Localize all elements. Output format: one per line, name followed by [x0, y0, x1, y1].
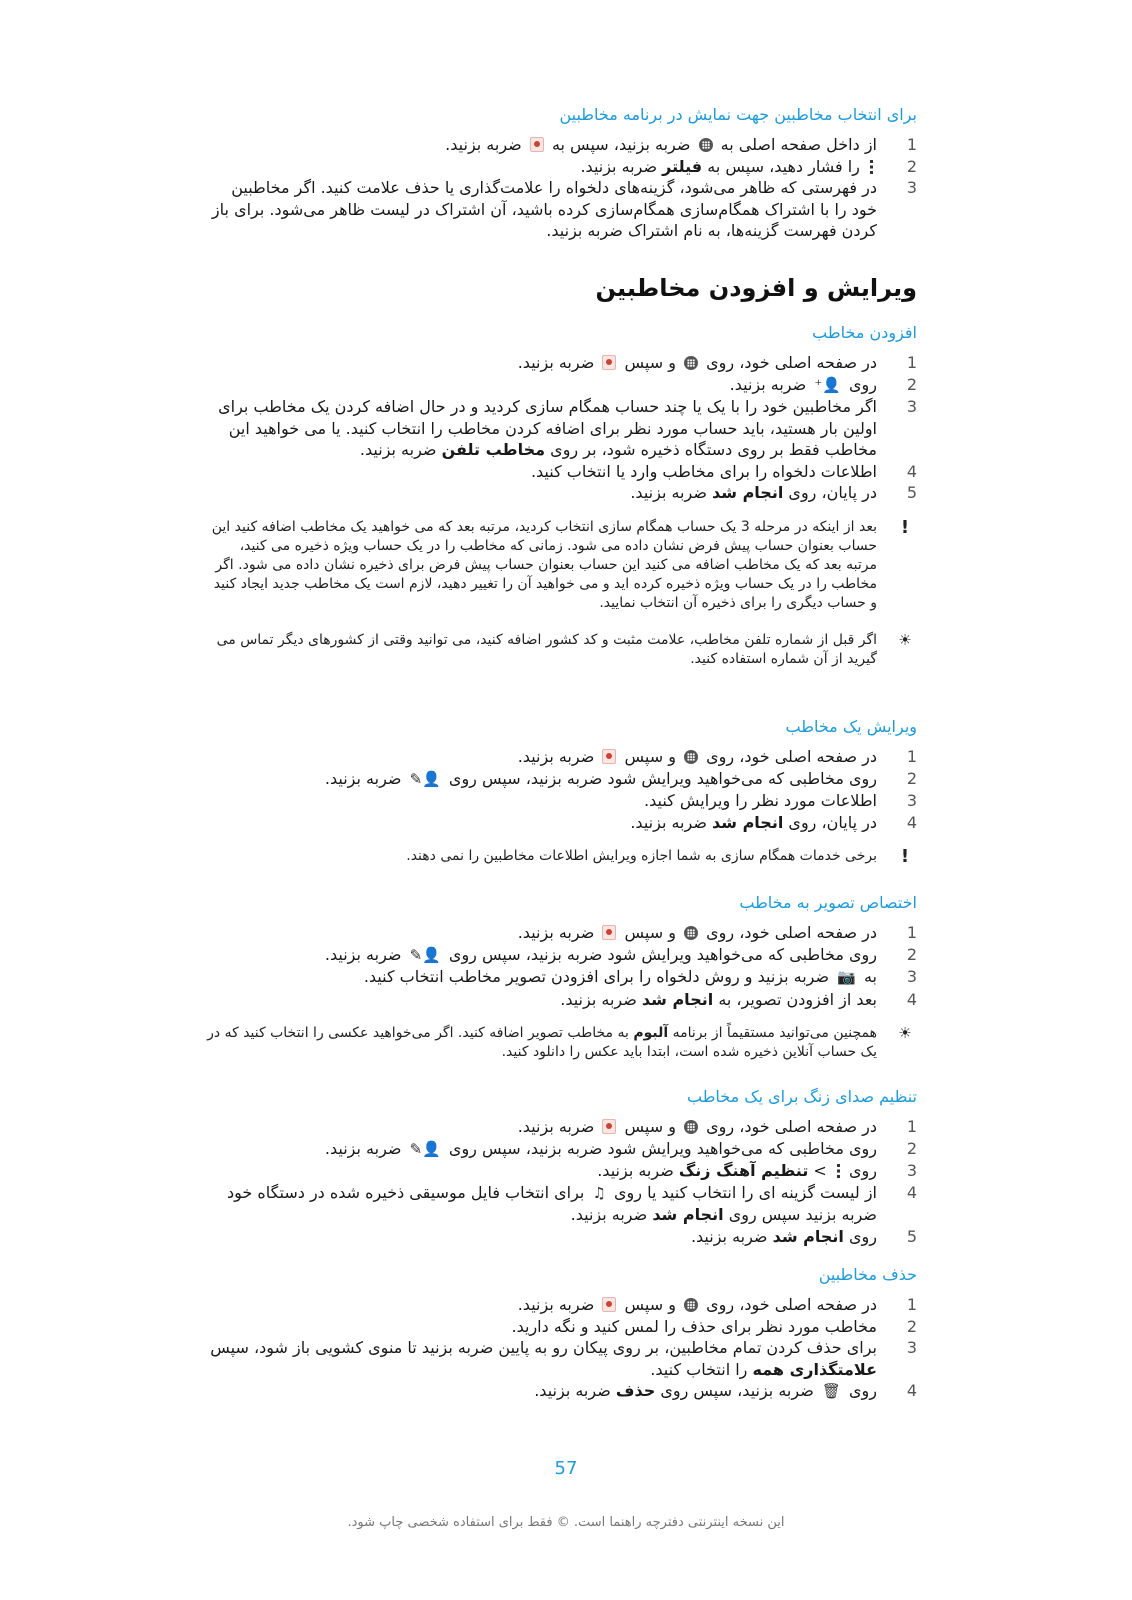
step-text: مخاطب مورد نظر برای حذف را لمس کنید و نگه دارید.: [511, 1316, 877, 1336]
step-number: 3: [906, 791, 917, 810]
apps-icon: [684, 1298, 698, 1312]
warning-note: [207, 847, 917, 866]
step-text: از داخل صفحه اصلی به: [720, 135, 877, 154]
list-item: [207, 989, 917, 1011]
step-number: 4: [906, 1381, 917, 1400]
edit-contact-icon: 👤✎: [409, 769, 441, 788]
step-text: و سپس: [624, 1295, 676, 1314]
step-text: ضربه بزنید و روش دلخواه را برای افزودن تصویر مخاطب انتخاب کنید.: [363, 967, 830, 986]
menu-icon: [868, 160, 874, 174]
step-text: ضربه بزنید، سپس به: [551, 135, 691, 154]
list-item: [207, 1380, 917, 1403]
step-text: ضربه بزنید.: [324, 768, 402, 788]
step-separator: >: [813, 1161, 827, 1180]
warning-icon: !: [900, 846, 910, 867]
step-bold: علامتگذاری همه: [752, 1359, 877, 1379]
step-text: در صفحه اصلی خود، روی: [706, 923, 877, 942]
steps-delete: [207, 1294, 917, 1403]
step-number: 1: [906, 1295, 917, 1314]
step-number: 1: [906, 923, 917, 942]
step-number: 3: [906, 967, 917, 986]
list-item: [207, 396, 917, 461]
step-text: روی: [849, 1161, 877, 1180]
apps-icon: [684, 926, 698, 940]
add-contact-icon: 👤⁺: [814, 375, 841, 394]
list-item: [207, 812, 917, 834]
step-text: و سپس: [624, 353, 676, 372]
list-item: [207, 156, 917, 178]
note-text: بعد از اینکه در مرحله 3 یک حساب همگام سازی انتخاب کردید، مرتبه بعد که می خواهید یک مخاطب اضافه کنید این حساب بعنوان حساب پیش فرض نشان داده می شود. زمانی که مخاطب را در یک حساب ویژه ذخیره می کنید، مرتبه بعد که یک مخاطب اضافه می کنید این حساب بعنوان حساب پیش فرض برای ذخیره نشان داده می شود. اگر مخاطب را در یک حساب ویژه ذخیره کرده اید و می خواهید آن را تغییر دهید، لازم است یک مخاطب جدید ایجاد کنید و حساب دیگری را برای ذخیره آن انتخاب نمایید.: [211, 518, 877, 611]
step-text: روی مخاطبی که می‌خواهید ویرایش شود ضربه بزنید، سپس روی: [448, 768, 877, 788]
section-filter: [207, 104, 917, 242]
list-item: [207, 1316, 917, 1338]
step-text: ضربه بزنید.: [359, 440, 437, 459]
section-delete: [207, 1264, 917, 1403]
list-item: [207, 790, 917, 812]
contacts-icon: [602, 1119, 616, 1134]
step-text: در صفحه اصلی خود، روی: [706, 747, 877, 766]
apps-icon: [684, 356, 698, 370]
subheading-ringtone: تنظیم صدای زنگ برای یک مخاطب: [686, 1087, 917, 1106]
list-item: [207, 374, 917, 397]
step-text: ضربه بزنید.: [324, 944, 402, 964]
step-text: و سپس: [624, 1117, 676, 1136]
note-text: همچنین می‌توانید مستقیماً از برنامه: [672, 1025, 877, 1041]
footer-note: این نسخه اینترنتی دفترچه راهنما است. © فقط برای استفاده شخصی چاپ شود.: [347, 1515, 785, 1530]
step-number: 2: [906, 1316, 917, 1336]
step-number: 5: [906, 483, 917, 502]
trash-icon: 🗑: [821, 1382, 841, 1400]
edit-contact-icon: 👤✎: [409, 945, 441, 964]
step-text: در صفحه اصلی خود، روی: [706, 353, 877, 372]
step-text: در صفحه اصلی خود، روی: [706, 1295, 877, 1314]
step-text: اطلاعات دلخواه را برای مخاطب وارد یا انتخاب کنید.: [530, 461, 877, 481]
subheading-filter: برای انتخاب مخاطبین جهت نمایش در برنامه مخاطبین: [559, 105, 917, 124]
step-text: ضربه بزنید.: [580, 156, 658, 176]
list-item: [207, 134, 917, 156]
step-text: را فشار دهید، سپس به: [707, 156, 860, 176]
list-item: [207, 352, 917, 374]
list-item: [207, 1138, 917, 1161]
apps-icon: [699, 138, 713, 152]
step-bold: فیلتر: [662, 156, 703, 176]
step-bold: انجام شد: [772, 1226, 844, 1246]
step-text: روی: [849, 1226, 877, 1246]
page-title: ویرایش و افزودن مخاطبین: [595, 274, 917, 302]
step-number: 2: [906, 156, 917, 176]
list-item: [207, 1160, 917, 1182]
list-item: [207, 966, 917, 989]
subheading-picture: اختصاص تصویر به مخاطب: [739, 893, 917, 912]
step-number: 5: [906, 1226, 917, 1246]
section-add: [207, 322, 917, 669]
section-picture: [207, 892, 917, 1062]
list-item: [207, 177, 917, 242]
list-item: [207, 482, 917, 504]
step-text: در صفحه اصلی خود، روی: [706, 1117, 877, 1136]
steps-picture: [207, 922, 917, 1010]
step-text: در پایان، روی: [788, 812, 877, 832]
step-number: 3: [906, 178, 917, 197]
step-text: ضربه بزنید.: [560, 989, 637, 1009]
contacts-icon: [602, 749, 616, 764]
list-item: [207, 944, 917, 967]
step-bold: انجام شد: [652, 1205, 724, 1224]
step-text: ضربه بزنید.: [534, 1381, 611, 1400]
step-text: روی: [849, 1381, 877, 1400]
step-number: 2: [906, 944, 917, 964]
lightbulb-icon: ☀: [898, 630, 912, 649]
step-text: ضربه بزنید.: [445, 135, 522, 154]
step-text: به: [863, 967, 877, 986]
step-number: 2: [906, 374, 917, 394]
page-number: 57: [554, 1458, 578, 1479]
contacts-icon: [530, 137, 544, 152]
list-item: [207, 746, 917, 768]
step-text: ضربه بزنید.: [517, 923, 595, 942]
section-main-heading: [207, 272, 917, 304]
step-text: روی: [849, 374, 877, 394]
step-text: اگر مخاطبین خود را با یک یا چند حساب همگام سازی کردید و در حال اضافه کردن یک مخاطب برای اولین بار هستید، باید حساب مورد نظر برای اضافه کردن مخاطب را انتخاب کنید. یا می خواهید این مخاطب فقط بر روی دستگاه ذخیره شود، بر روی: [218, 397, 877, 459]
tip-note: [207, 631, 917, 669]
apps-icon: [684, 750, 698, 764]
step-text: ضربه بزنید.: [517, 747, 595, 766]
list-item: [207, 1337, 917, 1380]
step-bold: انجام شد: [641, 989, 714, 1009]
list-item: [207, 461, 917, 483]
list-item: [207, 1226, 917, 1248]
note-text: اگر قبل از شماره تلفن مخاطب، علامت مثبت و کد کشور اضافه کنید، می توانید وقتی از کشورهای دیگر تماس می گیرید از آن شماره استفاده کنید.: [216, 631, 877, 667]
step-text: ضربه بزنید.: [690, 1226, 768, 1246]
step-text: و سپس: [624, 923, 676, 942]
step-text: بعد از افزودن تصویر، به: [718, 989, 877, 1009]
step-bold: حذف: [615, 1381, 656, 1400]
step-text: از لیست گزینه ای را انتخاب کنید یا روی: [614, 1182, 877, 1202]
step-text: در فهرستی که ظاهر می‌شود، گزینه‌های دلخواه را علامت‌گذاری یا حذف علامت کنید. اگر مخاطبین خود را با اشتراک همگام‌سازی همگام‌سازی کرده باشید، آن اشتراک در لیست ظاهر می‌شود. برای باز کردن فهرست گزینه‌ها، به نام اشتراک ضربه بزنید.: [211, 178, 877, 240]
steps-ringtone: [207, 1116, 917, 1247]
subheading-edit: ویرایش یک مخاطب: [785, 717, 917, 736]
step-text: ضربه بزنید.: [630, 483, 707, 502]
step-number: 3: [906, 1338, 917, 1357]
step-text: ضربه بزنید.: [324, 1138, 402, 1158]
step-bold: انجام شد: [712, 812, 784, 832]
step-text: برای انتخاب فایل موسیقی ذخیره شده در دستگاه خود ضربه بزنید سپس روی: [227, 1182, 877, 1224]
step-text: اطلاعات مورد نظر را ویرایش کنید.: [644, 791, 877, 810]
list-item: [207, 768, 917, 791]
warning-note: [207, 518, 917, 613]
step-number: 4: [906, 1182, 917, 1202]
step-number: 1: [906, 747, 917, 766]
music-file-icon: ♫: [592, 1183, 606, 1202]
subheading-add: افزودن مخاطب: [812, 323, 917, 342]
step-number: 3: [906, 397, 917, 416]
list-item: [207, 1116, 917, 1138]
apps-icon: [684, 1120, 698, 1134]
contacts-icon: [602, 355, 616, 370]
menu-icon: [835, 1164, 841, 1178]
step-number: 4: [906, 812, 917, 832]
step-text: در پایان، روی: [788, 483, 877, 502]
step-text: ضربه بزنید.: [517, 1295, 595, 1314]
step-text: ضربه بزنید.: [517, 1117, 595, 1136]
step-text: ضربه بزنید.: [570, 1205, 648, 1224]
step-text: ضربه بزنید، سپس روی: [660, 1381, 814, 1400]
step-text: ضربه بزنید.: [729, 374, 807, 394]
warning-icon: !: [900, 516, 910, 538]
step-number: 1: [906, 1117, 917, 1136]
steps-add: [207, 352, 917, 504]
step-number: 1: [906, 135, 917, 154]
step-text: و سپس: [624, 747, 676, 766]
list-item: [207, 1294, 917, 1316]
edit-contact-icon: 👤✎: [409, 1139, 441, 1158]
note-text: به مخاطب تصویر اضافه کنید. اگر می‌خواهید عکسی را انتخاب کنید که در یک حساب آنلاین ذخیره شده است، ابتدا باید عکس را دانلود کنید.: [207, 1025, 877, 1060]
step-text: ضربه بزنید.: [517, 353, 595, 372]
lightbulb-icon: ☀: [898, 1024, 912, 1042]
note-bold: آلبوم: [633, 1025, 669, 1041]
step-number: 1: [906, 353, 917, 372]
subheading-delete: حذف مخاطبین: [818, 1265, 917, 1284]
camera-icon: 📷: [837, 968, 856, 986]
step-number: 4: [906, 989, 917, 1009]
step-bold: مخاطب تلفن: [441, 440, 546, 459]
list-item: [207, 922, 917, 944]
step-bold: تنظیم آهنگ زنگ: [678, 1161, 809, 1180]
step-number: 2: [906, 768, 917, 788]
tip-note: [207, 1024, 917, 1062]
step-bold: انجام شد: [712, 483, 784, 502]
note-text: برخی خدمات همگام سازی به شما اجازه ویرایش اطلاعات مخاطبین را نمی دهند.: [406, 848, 877, 864]
list-item: [207, 1182, 917, 1226]
step-number: 3: [906, 1161, 917, 1180]
step-number: 2: [906, 1138, 917, 1158]
steps-filter: [207, 134, 917, 242]
step-text: را انتخاب کنید.: [650, 1359, 748, 1379]
contacts-icon: [602, 925, 616, 940]
steps-edit: [207, 746, 917, 833]
step-number: 4: [906, 461, 917, 481]
step-text: روی مخاطبی که می‌خواهید ویرایش شود ضربه بزنید، سپس روی: [448, 944, 877, 964]
step-text: روی مخاطبی که می‌خواهید ویرایش شود ضربه بزنید، سپس روی: [448, 1138, 877, 1158]
step-text: برای حذف کردن تمام مخاطبین، بر روی پیکان رو به پایین ضربه بزنید تا منوی کشویی باز شود، سپس: [210, 1338, 877, 1357]
contacts-icon: [602, 1297, 616, 1312]
section-edit: [207, 716, 917, 866]
step-text: ضربه بزنید.: [597, 1161, 674, 1180]
step-text: ضربه بزنید.: [630, 812, 707, 832]
section-ringtone: [207, 1086, 917, 1247]
